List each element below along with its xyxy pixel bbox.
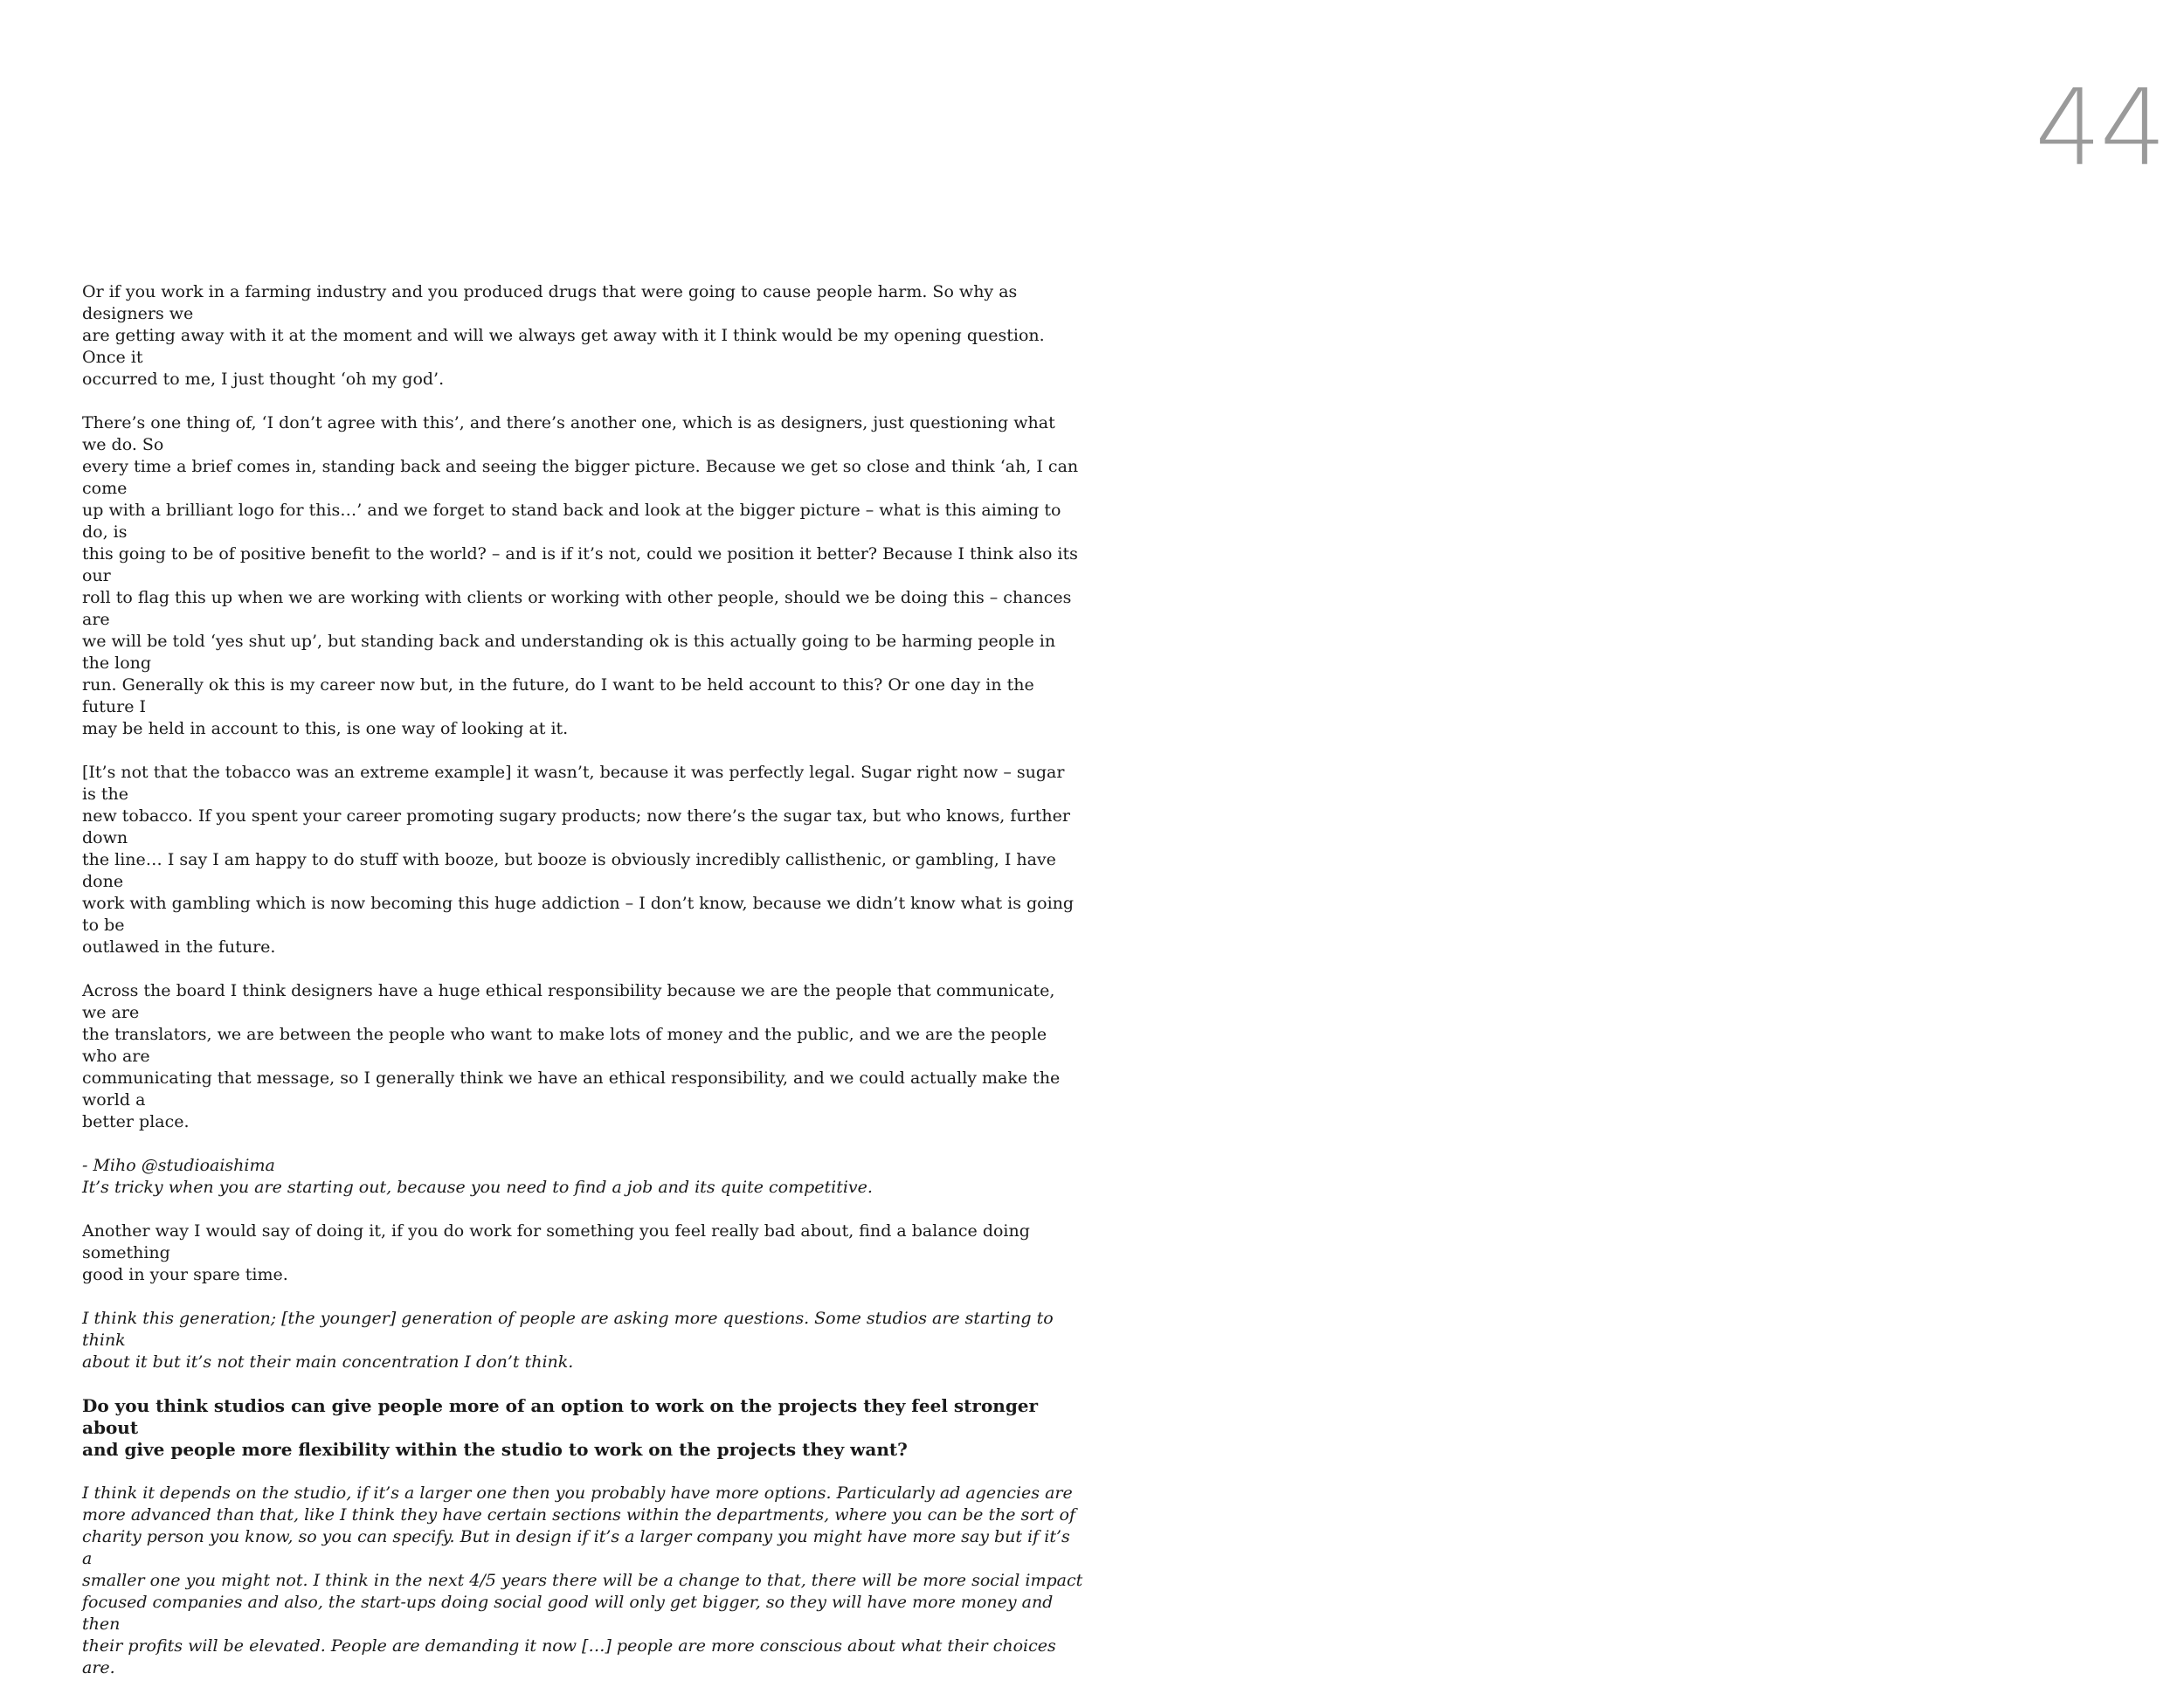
quote-paragraph <box>82 1308 1083 1373</box>
text-line: I think this generation; [the younger] generation of people are asking more questions. Some studios are starting to think <box>82 1309 1054 1350</box>
quote-paragraph <box>82 1483 1083 1679</box>
text-line: the line… I say I am happy to do stuff with booze, but booze is obviously incredibly callisthenic, or gambling, I have done <box>82 850 1056 891</box>
text-line: about it but it’s not their main concentration I don’t think. <box>82 1352 574 1372</box>
text-line: may be held in account to this, is one way of looking at it. <box>82 719 569 738</box>
text-line: Do you think studios can give people more of an option to work on the projects they feel stronger about <box>82 1395 1039 1438</box>
text-line: charity person you know, so you can specify. But in design if it’s a larger company you might have more say but if it’s a <box>82 1527 1070 1568</box>
question-paragraph <box>82 1395 1083 1461</box>
text-line: Across the board I think designers have a huge ethical responsibility because we are the people that communicate, we are <box>82 981 1055 1022</box>
text-line: focused companies and also, the start-ups doing social good will only get bigger, so they will have more money and then <box>82 1593 1054 1634</box>
text-line: this going to be of positive benefit to the world? – and is if it’s not, could we position it better? Because I think also its our <box>82 544 1078 585</box>
text-line: Or if you work in a farming industry and you produced drugs that were going to cause people harm. So why as designers we <box>82 282 1018 323</box>
text-line: every time a brief comes in, standing back and seeing the bigger picture. Because we get so close and think ‘ah, I can come <box>82 457 1079 498</box>
text-line: and give people more flexibility within the studio to work on the projects they want? <box>82 1439 908 1460</box>
text-line: more advanced than that, like I think they have certain sections within the departments, where you can be the sort of <box>82 1505 1076 1525</box>
text-line: up with a brilliant logo for this…’ and we forget to stand back and look at the bigger picture – what is this aiming to do, is <box>82 501 1061 542</box>
text-line: - Miho @studioaishima <box>82 1156 275 1175</box>
text-line: better place. <box>82 1112 190 1131</box>
text-line: outlawed in the future. <box>82 937 276 957</box>
text-line: new tobacco. If you spent your career promoting sugary products; now there’s the sugar tax, but who knows, further down <box>82 806 1070 847</box>
text-line: communicating that message, so I generally think we have an ethical responsibility, and we could actually make the world a <box>82 1068 1061 1110</box>
page-number: 44 <box>2035 68 2165 190</box>
text-line: I think it depends on the studio, if it’s a larger one then you probably have more options. Particularly ad agencies are <box>82 1483 1073 1503</box>
body-paragraph <box>82 1220 1083 1286</box>
body-paragraph <box>82 762 1083 958</box>
text-line: It’s tricky when you are starting out, because you need to find a job and its quite competitive. <box>82 1178 873 1197</box>
text-line: we will be told ‘yes shut up’, but standing back and understanding ok is this actually going to be harming people in the long <box>82 632 1056 673</box>
text-line: roll to flag this up when we are working with clients or working with other people, should we be doing this – chances are <box>82 588 1072 629</box>
text-line: the translators, we are between the people who want to make lots of money and the public, and we are the people who are <box>82 1025 1047 1066</box>
text-line: There’s one thing of, ‘I don’t agree with this’, and there’s another one, which is as designers, just questioning what we do. So <box>82 413 1055 454</box>
text-line: good in your spare time. <box>82 1265 288 1284</box>
text-line: smaller one you might not. I think in the next 4/5 years there will be a change to that, there will be more social impact <box>82 1571 1083 1590</box>
text-line: run. Generally ok this is my career now but, in the future, do I want to be held account to this? Or one day in the future I <box>82 675 1034 716</box>
text-line: work with gambling which is now becoming this huge addiction – I don’t know, because we didn’t know what is going to be <box>82 894 1075 935</box>
text-line: occurred to me, I just thought ‘oh my god’. <box>82 370 445 389</box>
text-line: Another way I would say of doing it, if you do work for something you feel really bad about, find a balance doing something <box>82 1221 1030 1262</box>
document-body <box>82 281 1083 1701</box>
body-paragraph <box>82 281 1083 391</box>
text-line: are getting away with it at the moment and will we always get away with it I think would be my opening question. Once it <box>82 326 1045 367</box>
text-line: [It’s not that the tobacco was an extreme example] it wasn’t, because it was perfectly legal. Sugar right now – sugar is the <box>82 763 1065 804</box>
body-paragraph <box>82 980 1083 1133</box>
body-paragraph <box>82 412 1083 740</box>
text-line: their profits will be elevated. People are demanding it now […] people are more conscious about what their choices are. <box>82 1636 1056 1677</box>
quote-paragraph <box>82 1155 1083 1199</box>
